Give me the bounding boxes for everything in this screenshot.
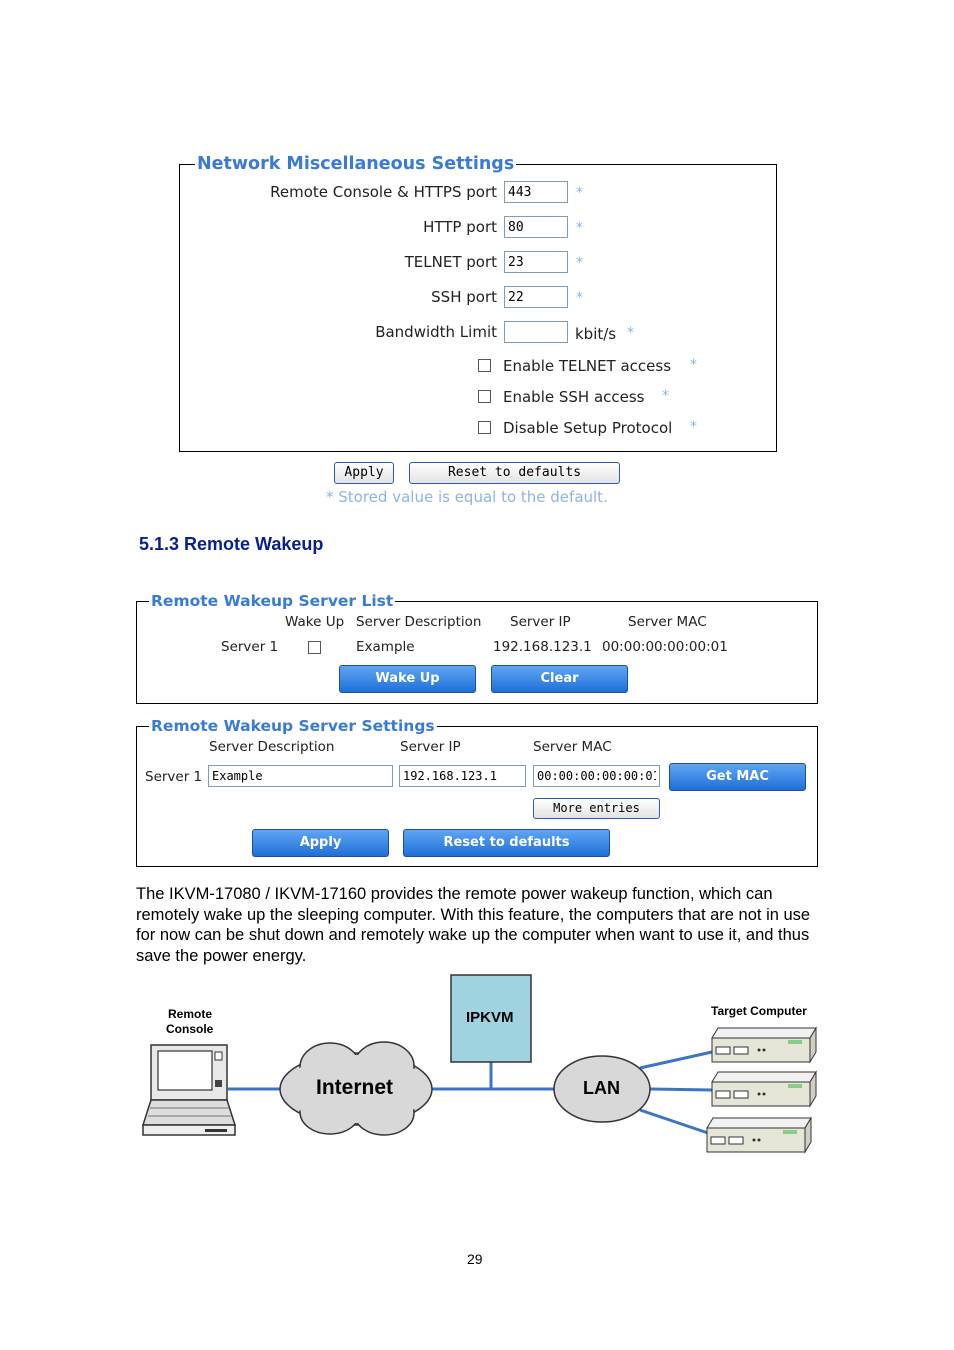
http-port-label: HTTP port [423,218,497,236]
line-lan-target3 [640,1110,708,1133]
ssh-port-star: * [576,290,583,306]
get-mac-button[interactable]: Get MAC [669,763,806,791]
list-row-description: Example [356,639,415,655]
page-number: 29 [467,1251,483,1267]
target-computer-1 [712,1028,816,1062]
list-row-server-name: Server 1 [221,639,279,655]
line-lan-target2 [650,1089,712,1090]
target-computer-label: Target Computer [711,1004,807,1018]
list-row-ip: 192.168.123.1 [493,639,592,655]
remote-console-label-1: Remote [168,1007,213,1021]
network-misc-legend: Network Miscellaneous Settings [197,154,515,174]
network-footnote: * Stored value is equal to the default. [326,488,608,506]
telnet-port-label: TELNET port [404,253,497,271]
enable-ssh-star: * [662,388,669,404]
clear-button[interactable]: Clear [491,665,628,693]
disable-setup-protocol-label: Disable Setup Protocol [503,419,673,437]
more-entries-button[interactable]: More entries [533,798,660,819]
network-reset-button[interactable]: Reset to defaults [409,462,620,484]
target-computer-2 [712,1072,816,1106]
ipkvm-label: IPKVM [466,1009,514,1026]
settings-reset-button[interactable]: Reset to defaults [403,829,610,857]
body-paragraph: The IKVM-17080 / IKVM-17160 provides the remote power wakeup function, which can remotely wake up the sleeping computer. With this feature, the computers that are not in use for now can be shut down and remotely wake up the computer when want to use it, and thus save the power energy. [136,885,811,965]
http-port-star: * [576,220,583,236]
https-port-label: Remote Console & HTTPS port [270,183,497,201]
col-server-description: Server Description [356,614,482,630]
network-apply-button[interactable]: Apply [334,462,394,484]
col-server-mac: Server MAC [628,614,707,630]
col-wake-up: Wake Up [285,614,345,630]
line-lan-target1 [640,1052,712,1068]
laptop-icon [143,1045,235,1135]
settings-col-description: Server Description [209,739,335,755]
enable-telnet-label: Enable TELNET access [503,357,672,375]
https-port-star: * [576,185,583,201]
bandwidth-star: * [627,325,634,341]
disable-setup-protocol-star: * [690,419,697,435]
wakeup-list-legend: Remote Wakeup Server List [151,592,394,610]
telnet-port-star: * [576,255,583,271]
settings-col-ip: Server IP [400,739,461,755]
list-row-mac: 00:00:00:00:00:01 [602,639,728,655]
section-heading: 5.1.3 Remote Wakeup [139,534,324,554]
remote-console-label-2: Console [166,1022,214,1036]
col-server-ip: Server IP [510,614,571,630]
target-computer-3 [707,1118,811,1152]
bandwidth-limit-label: Bandwidth Limit [375,323,497,341]
enable-ssh-label: Enable SSH access [503,388,645,406]
internet-label: Internet [316,1076,394,1099]
settings-apply-button[interactable]: Apply [252,829,389,857]
ssh-port-label: SSH port [431,288,497,306]
enable-telnet-star: * [690,357,697,373]
lan-label: LAN [583,1078,620,1098]
wakeup-settings-legend: Remote Wakeup Server Settings [151,717,435,735]
settings-col-mac: Server MAC [533,739,612,755]
bandwidth-unit: kbit/s [575,325,617,343]
settings-row-label: Server 1 [145,769,203,785]
wake-up-button[interactable]: Wake Up [339,665,476,693]
